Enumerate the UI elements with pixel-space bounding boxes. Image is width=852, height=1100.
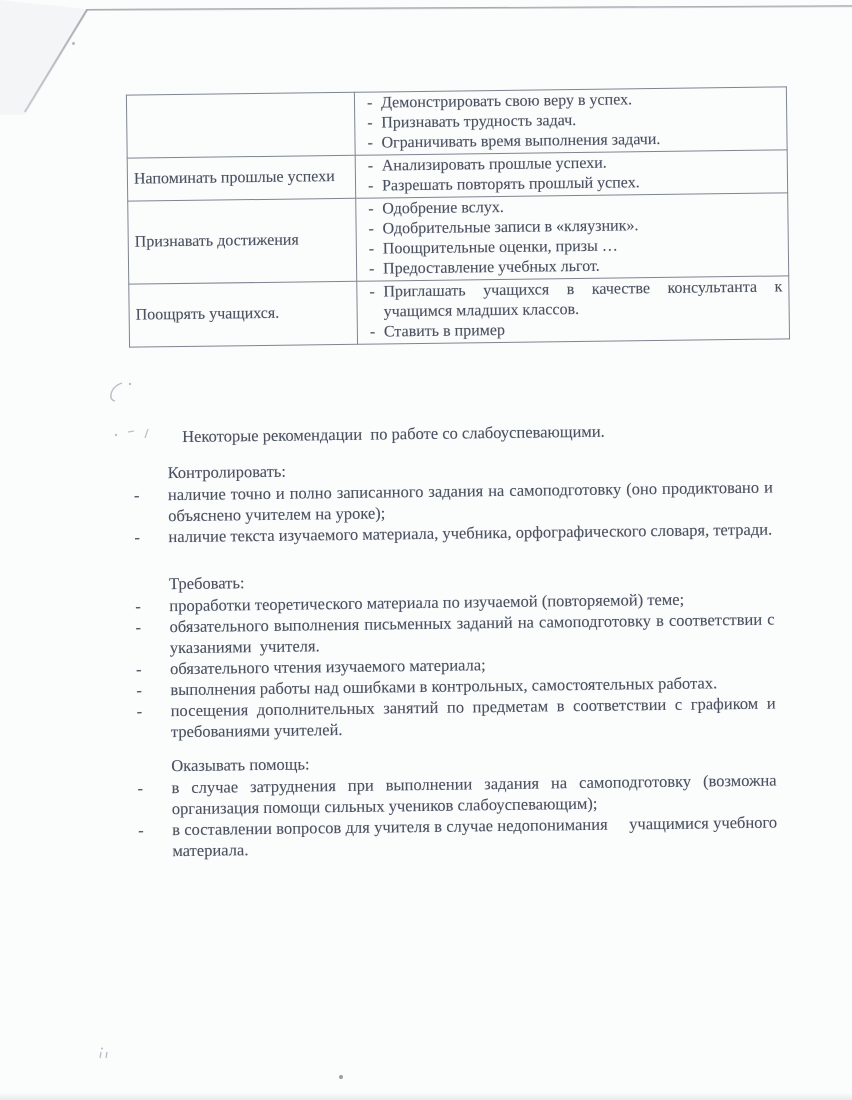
bullet-dash: - [368, 200, 374, 218]
bullet-dash: - [367, 114, 373, 132]
bullet-dash: - [136, 701, 143, 721]
section-heading: Требовать: [168, 573, 245, 594]
document-title: Некоторые рекомендации по работе со слабоуспевающими. [182, 421, 605, 446]
list-item [136, 693, 780, 743]
list-item-text: посещения дополнительных занятий по предметам в соответствии с графиком и требованиями учителей. [170, 693, 780, 742]
table-cell-category [127, 155, 356, 201]
category-label: Признавать достижения [134, 231, 299, 251]
bullet-dash: - [369, 323, 376, 341]
bullet-text: Ставить в пример [383, 321, 506, 341]
bullet-dash: - [137, 778, 144, 798]
bullet-dash: - [366, 94, 373, 112]
bullet-dash: - [135, 596, 141, 616]
bullet-dash: - [369, 283, 375, 301]
bullet-text: Предоставление учебных льгот. [382, 257, 600, 278]
bullet-dash: - [136, 680, 142, 700]
bullet-text: Ограничивать время выполнения задачи. [381, 130, 661, 152]
list-item [138, 812, 782, 862]
bullet-text: Одобрение вслух. [382, 198, 504, 218]
bullet-dash: - [367, 134, 373, 152]
bullet-dash: - [368, 240, 375, 258]
bullet-text: Приглашать учащихся в качестве консультанта к учащимся младших классов. [383, 278, 787, 321]
table-row [128, 193, 789, 284]
bullet-text: Одобрительные записи в «кляузник». [382, 217, 639, 238]
bullet-dash: - [135, 659, 142, 679]
table-bullet-item [358, 317, 783, 342]
table-cell-category [129, 281, 358, 347]
table-cell-category [126, 92, 355, 158]
section-heading: Контролировать: [167, 461, 287, 483]
section-heading: Оказывать помощь: [171, 754, 310, 776]
list-item-text: наличие текста изучаемого материала, учебника, орфографического словаря, тетради. [168, 519, 773, 547]
bullet-text: Признавать трудность задач. [381, 112, 577, 132]
bullet-dash: - [368, 260, 375, 278]
bullet-dash: - [133, 485, 140, 505]
bullet-dash: - [135, 617, 142, 637]
table-cell-actions [355, 150, 788, 198]
bullet-text: Разрешать повторять прошлый успех. [381, 174, 640, 195]
table-cell-actions [357, 276, 790, 344]
table-row [126, 87, 787, 158]
list-item-text: обязательного чтения изучаемого материала; [169, 655, 486, 679]
table-row [129, 276, 790, 347]
recommendations-table [126, 86, 790, 347]
bullet-dash: - [367, 177, 374, 195]
list-item-text: проработки теоретического материала по изучаемой (повторяемой) теме; [169, 589, 685, 616]
table-cell-actions [356, 193, 789, 281]
bullet-dash: - [367, 157, 374, 175]
section-help [137, 748, 782, 862]
bullet-dash: - [134, 527, 141, 547]
table-cell-category [128, 198, 357, 284]
list-item-text: выполнения работы над ошибками в контрольных, самостоятельных работах. [170, 673, 718, 700]
list-item-text: наличие точно и полно записанного задания на самоподготовку (оно продиктовано и объяснено учителем на уроке); [167, 477, 778, 526]
table-bullet-item [357, 277, 787, 322]
list-item-text: в составлении вопросов для учителя в случае недопонимания учащимися учебного материала. [172, 812, 782, 861]
bullet-dash: - [138, 820, 144, 840]
bullet-text: Поощрительные оценки, призы … [382, 237, 618, 258]
bullet-dash: - [368, 220, 375, 238]
section-control [133, 455, 778, 548]
section-demand [135, 566, 780, 743]
list-item-text: в случае затруднения при выполнении задания на самоподготовку (возможна организация помощи сильных учеников слабоуспевающим); [171, 770, 781, 819]
bullet-text: Демонстрировать свою веру в успех. [380, 91, 633, 112]
list-item-text: обязательного выполнения письменных заданий на самоподготовку в соответствии с указаниями учителя. [169, 609, 779, 658]
table-cell-actions [354, 87, 787, 155]
category-label: Поощрять учащихся. [135, 304, 280, 324]
category-label: Напоминать прошлые успехи [133, 168, 335, 188]
bullet-text: Анализировать прошлые успехи. [381, 154, 607, 175]
